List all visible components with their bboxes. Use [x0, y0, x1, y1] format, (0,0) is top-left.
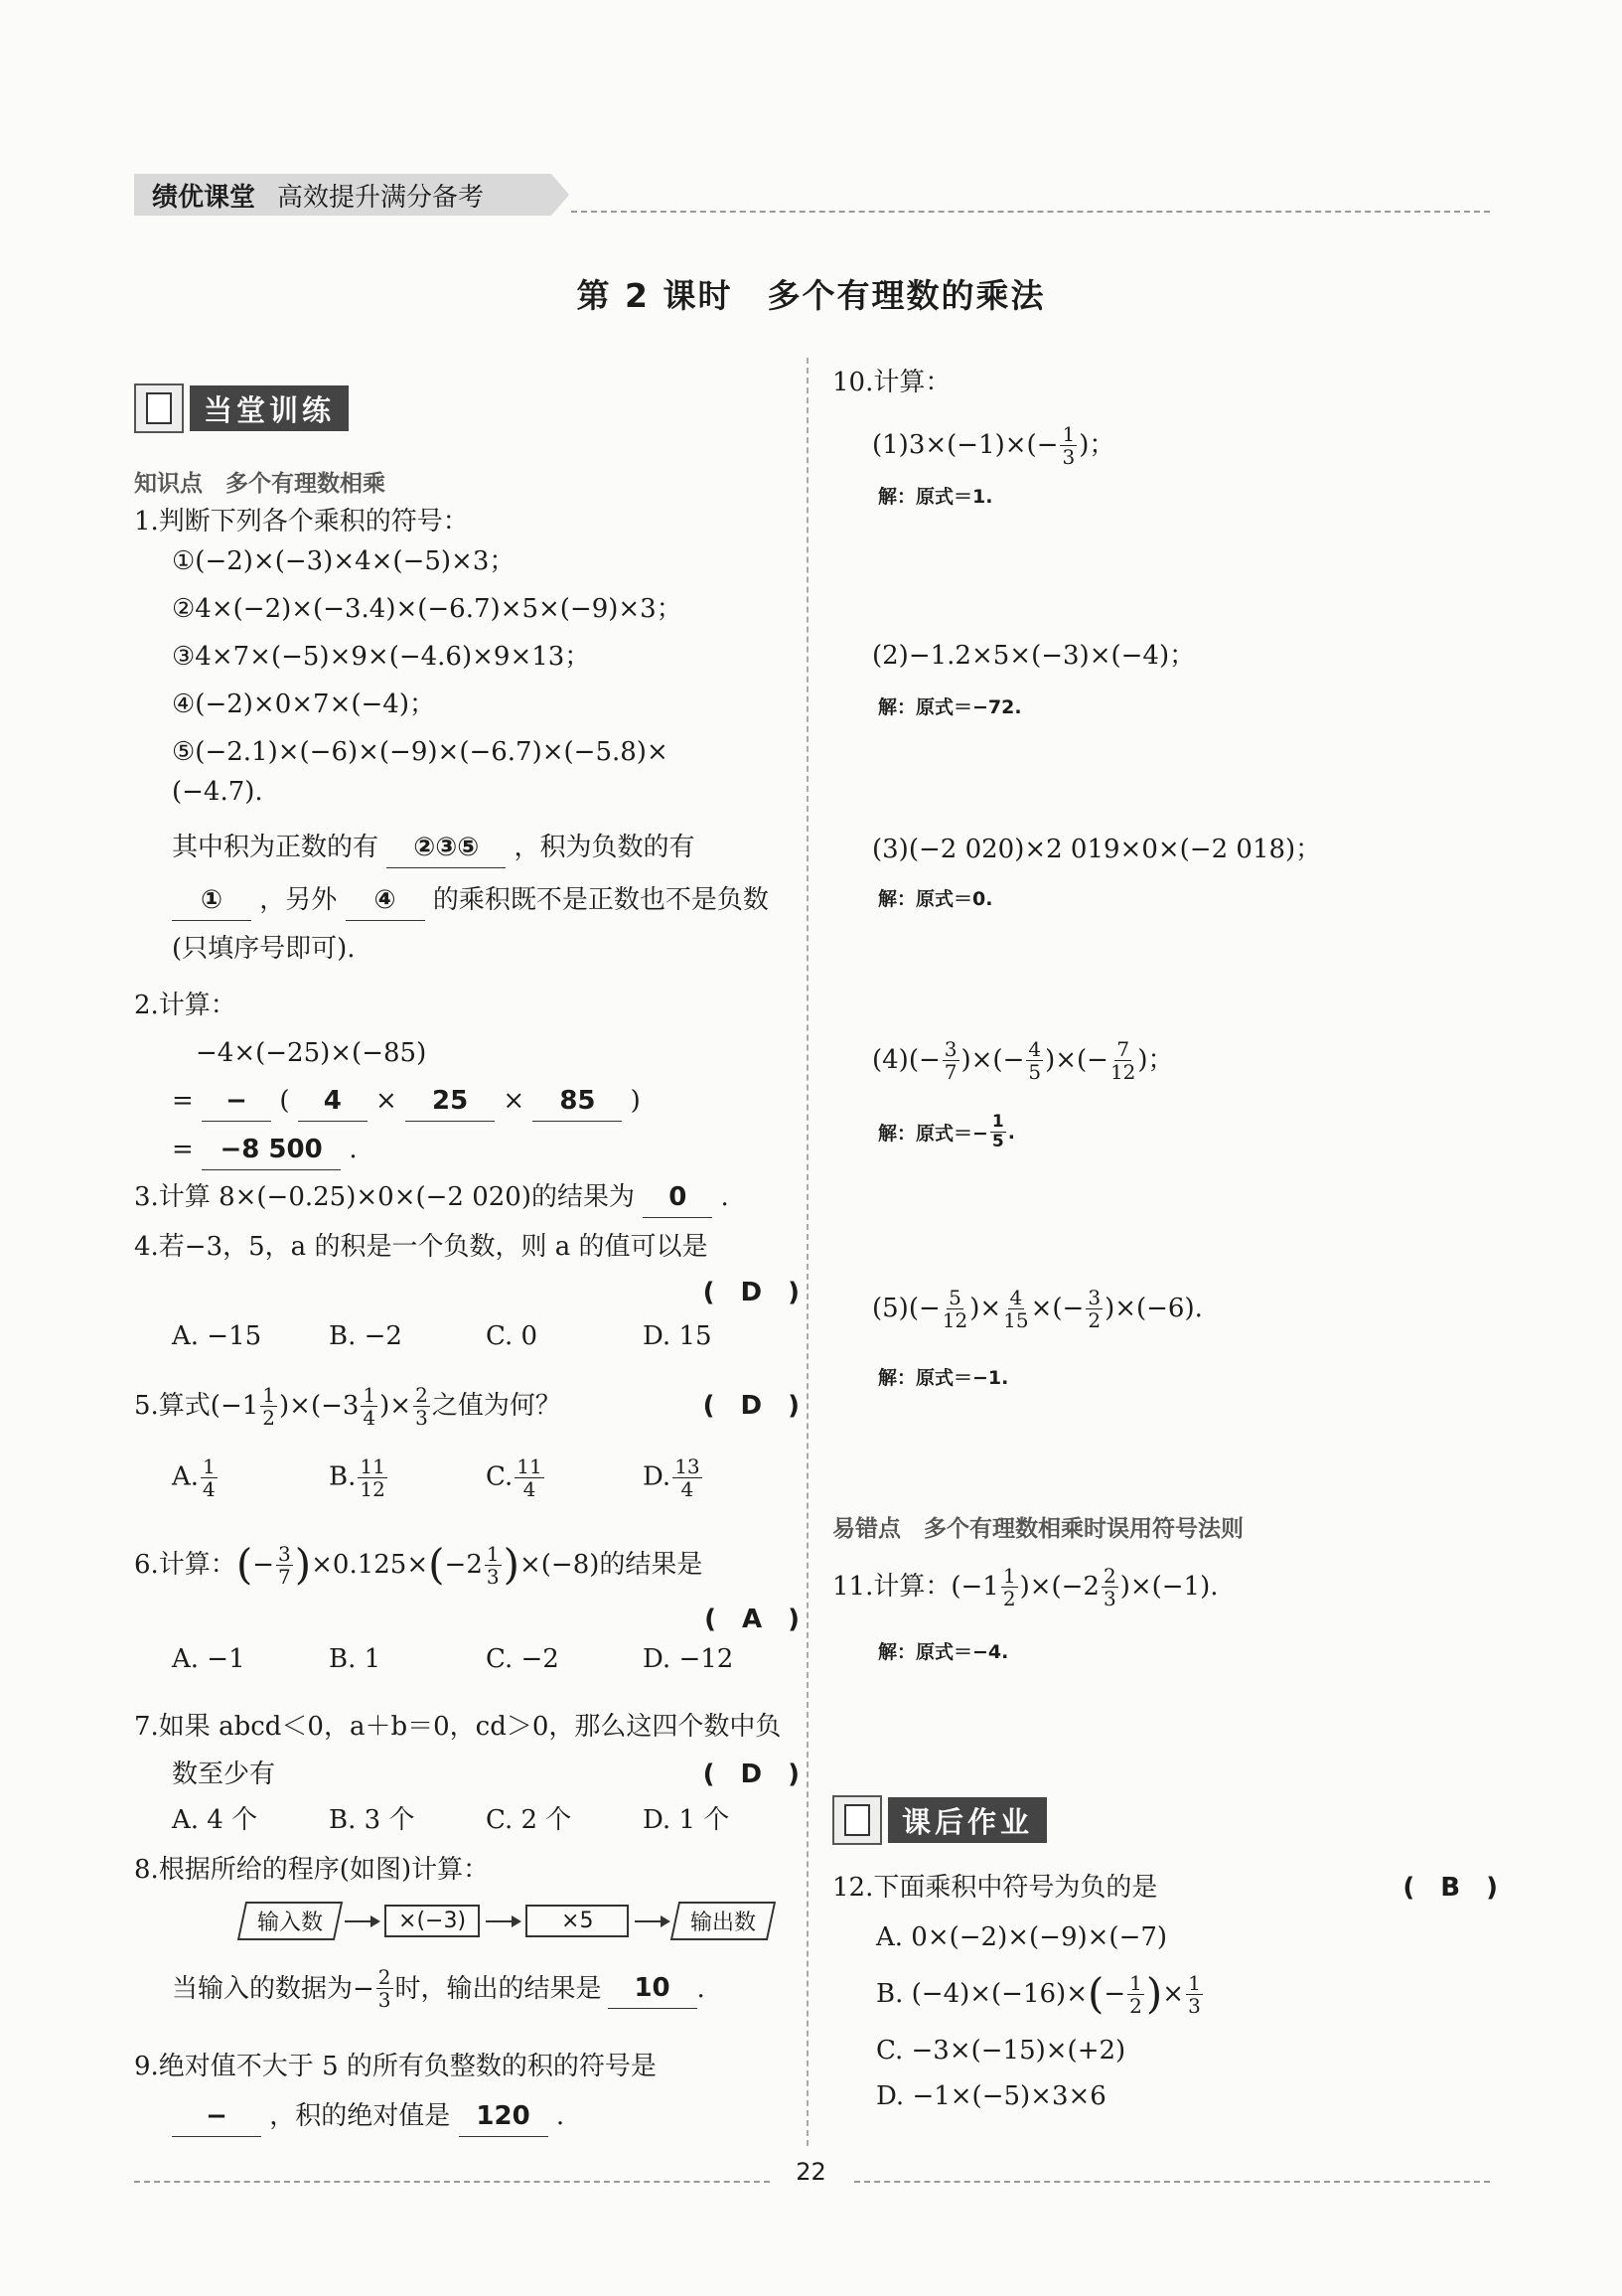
q4-answer: D [740, 1278, 763, 1307]
q4-text: 4.若−3，5，a 的积是一个负数，则 a 的值可以是 [134, 1232, 708, 1262]
q6-option: C. −2 [486, 1644, 559, 1674]
q2-paren: ) [630, 1086, 641, 1116]
q3-answer: 0 [643, 1177, 712, 1218]
q6-text: ×(−8)的结果是 [518, 1550, 703, 1580]
q1-item: ③4×7×(−5)×9×(−4.6)×9×13； [172, 642, 591, 672]
fraction: $\frac{2}{3}$ [415, 1382, 428, 1430]
column-divider [807, 358, 809, 2146]
arrow-icon [486, 1920, 519, 1922]
page-title: 第 2 课时 多个有理数的乘法 [576, 276, 1046, 315]
q9-end: . [555, 2101, 565, 2131]
q5-text: 之值为何？ [431, 1391, 561, 1421]
q2-times: × [503, 1086, 525, 1116]
q5-text: )× [379, 1391, 412, 1421]
header-arrow [551, 174, 569, 216]
q12-option: A. 0×(−2)×(−9)×(−7) [876, 1922, 1168, 1952]
q1-item: ①(−2)×(−3)×4×(−5)×3； [172, 546, 516, 576]
question-3 [134, 1177, 729, 1218]
q1-text: 其中积为正数的有 [172, 833, 379, 862]
q5-option: A. $\frac{1}{4}$ [172, 1454, 216, 1501]
q2-blank: 85 [532, 1081, 622, 1122]
q6-answer: A [741, 1605, 763, 1634]
q12-option: C. −3×(−15)×(+2) [876, 2036, 1126, 2066]
q12-answer: B [1440, 1873, 1461, 1903]
q8-text: 时，输出的结果是 [394, 1973, 602, 2004]
fraction: $\frac{1}{3}$ [486, 1541, 500, 1589]
question-4: 4.若−3，5，a 的积是一个负数，则 a 的值可以是 ( D ) A. −15 B. −2 C. 0 D. 15 [134, 1227, 800, 1356]
flow-output: 输出数 [670, 1902, 776, 1940]
q5-text: )×(−3 [279, 1391, 360, 1421]
knowledge-point: 知识点 多个有理数相乘 [134, 471, 385, 497]
error-point: 易错点 多个有理数相乘时误用符号法则 [832, 1516, 1244, 1542]
fraction: $\frac{3}{7}$ [278, 1541, 291, 1589]
q10-solution: 解：原式＝−1. [878, 1367, 1009, 1389]
fraction: $\frac{4}{5}$ [1028, 1036, 1042, 1084]
notebook-icon [832, 1795, 882, 1845]
q1-item: ②4×(−2)×(−3.4)×(−6.7)×5×(−9)×3； [172, 594, 682, 624]
question-8 [134, 1850, 800, 2011]
q8-answer: 10 [608, 1968, 697, 2009]
q10-expr: )； [1079, 430, 1115, 460]
q7-option: B. 3 个 [329, 1805, 415, 1835]
q12-stem: 12.下面乘积中符号为负的是 [832, 1873, 1158, 1903]
q8-text: 当输入的数据为− [172, 1973, 374, 2004]
q2-result: −8 500 [202, 1130, 341, 1170]
q11-solution: 解：原式＝−4. [878, 1641, 1009, 1663]
q4-option: D. 15 [643, 1321, 712, 1351]
q10-solution: 解：原式＝1. [878, 486, 993, 508]
q10-solution: 解：原式＝− $\frac{1}{5}$ . [878, 1112, 1015, 1151]
q10-expr: (1)3×(−1)×(− [872, 430, 1059, 460]
header-banner [134, 174, 551, 216]
question-11: 11.计算：(−1 $\frac{1}{2}$ )×(−2 $\frac{2}{3}$ )×(−1). [832, 1563, 1219, 1610]
q7-option: D. 1 个 [643, 1805, 730, 1835]
q6-option: B. 1 [329, 1644, 381, 1674]
q1-answer-positive: ②③⑤ [386, 828, 506, 868]
q2-eq: = [172, 1086, 194, 1116]
q1-stem: 1.判断下列各个乘积的符号： [134, 507, 469, 536]
q1-item: (−4.7). [172, 777, 263, 807]
header-right: 高效提升满分备考 [277, 182, 485, 213]
notebook-icon [134, 383, 184, 433]
header-divider [571, 211, 1490, 213]
question-5: 5.算式(−1 $\frac{1}{2}$ )×(−3 $\frac{1}{4}$ )× $\frac{2}{3}$ 之值为何？ ( D ) A. $\frac{1}{4}$ B. $\frac{11}{12}$ C. $\frac{11}{4}$ D. $\frac{13}{4}$ [134, 1382, 800, 1501]
q10-part5: (5)(− $\frac{5}{12}$ )× $\frac{4}{15}$ ×(− $\frac{3}{2}$ )×(−6). [872, 1285, 1203, 1332]
q5-answer: D [740, 1391, 763, 1421]
q6-option: A. −1 [172, 1644, 245, 1674]
q1-item: ④(−2)×0×7×(−4)； [172, 689, 435, 719]
question-2 [134, 986, 800, 1170]
q7-text: 7.如果 abcd＜0，a＋b＝0，cd＞0，那么这四个数中负 [134, 1712, 782, 1742]
fraction: $\frac{1}{2}$ [262, 1382, 276, 1430]
q10-expr: (3)(−2 020)×2 019×0×(−2 018)； [872, 835, 1322, 864]
q4-option: A. −15 [172, 1321, 262, 1351]
q5-option: B. $\frac{11}{12}$ [329, 1454, 385, 1501]
flow-input: 输入数 [237, 1902, 343, 1940]
q2-sign: − [202, 1081, 271, 1122]
q4-option: B. −2 [329, 1321, 402, 1351]
q8-stem: 8.根据所给的程序(如图)计算： [134, 1855, 490, 1885]
section-label: 课后作业 [888, 1797, 1047, 1843]
fraction: $\frac{3}{2}$ [1088, 1285, 1102, 1332]
q8-end: . [696, 1973, 705, 2004]
flow-step: ×5 [525, 1905, 629, 1937]
question-6: 6.计算： ( − $\frac{3}{7}$ ) ×0.125× ( −2 $\frac{1}{3}$ ) ×(−8)的结果是 ( A ) A. −1 B. 1 C. −2 D. −12 [134, 1538, 800, 1679]
question-10 [832, 363, 1498, 509]
q2-end: . [349, 1135, 358, 1164]
q10-solution: 解：原式＝0. [878, 888, 993, 910]
q2-paren: ( [279, 1086, 290, 1116]
fraction: $\frac{7}{12}$ [1109, 1036, 1136, 1084]
section-homework [832, 1794, 1047, 1846]
q9-answer-sign: − [172, 2096, 261, 2137]
q6-text: ×0.125× [311, 1550, 429, 1580]
flow-step: ×(−3) [384, 1905, 480, 1937]
q12-option: D. −1×(−5)×3×6 [876, 2081, 1106, 2111]
q7-option: C. 2 个 [486, 1805, 572, 1835]
q3-end: . [720, 1182, 729, 1212]
fraction: $\frac{1}{2}$ [1002, 1563, 1016, 1610]
q7-option: A. 4 个 [172, 1805, 258, 1835]
q6-option: D. −12 [643, 1644, 734, 1674]
q1-answer-negative: ① [172, 880, 251, 921]
q4-option: C. 0 [486, 1321, 538, 1351]
q9-answer-abs: 120 [459, 2096, 548, 2137]
fraction: $\frac{1}{4}$ [363, 1382, 376, 1430]
fraction: $\frac{2}{3}$ [1103, 1563, 1116, 1610]
q2-stem: 2.计算： [134, 991, 236, 1020]
fraction: $\frac{5}{12}$ [942, 1285, 968, 1332]
q1-text: ，积为负数的有 [514, 833, 695, 862]
q2-blank: 4 [298, 1081, 368, 1122]
section-label: 当堂训练 [190, 385, 349, 431]
fraction: $\frac{4}{15}$ [1003, 1285, 1029, 1332]
question-12: 12.下面乘积中符号为负的是 ( B ) A. 0×(−2)×(−9)×(−7) B. (−4)×(−16)× ( − $\frac{1}{2}$ ) × $\frac{1}{3}$ C. −3×(−15)×(+2) D. −1×(−5)×3×6 [832, 1868, 1498, 2116]
q10-part4: (4)(− $\frac{3}{7}$ )×(− $\frac{4}{5}$ )×(− $\frac{7}{12}$ )； [872, 1036, 1174, 1084]
q1-text: 的乘积既不是正数也不是负数 [432, 885, 769, 915]
question-7: 7.如果 abcd＜0，a＋b＝0，cd＞0，那么这四个数中负 数至少有 ( D ) A. 4 个 B. 3 个 C. 2 个 D. 1 个 [134, 1707, 800, 1840]
q1-note: (只填序号即可). [172, 934, 356, 964]
q10-stem: 10.计算： [832, 368, 952, 397]
q10-solution: 解：原式＝−72. [878, 696, 1022, 718]
header-left: 绩优课堂 [152, 182, 256, 213]
question-9 [134, 2047, 800, 2137]
q1-item: ⑤(−2.1)×(−6)×(−9)×(−6.7)×(−5.8)× [172, 737, 668, 767]
fraction: $\frac{1}{3}$ [1062, 421, 1076, 469]
page-number: 22 [796, 2158, 826, 2186]
flowchart [134, 1902, 800, 1940]
q6-text: 6.计算： [134, 1550, 236, 1580]
q5-option: D. $\frac{13}{4}$ [643, 1454, 700, 1501]
q3-text: 3.计算 8×(−0.25)×0×(−2 020)的结果为 [134, 1182, 635, 1212]
q12-option: B. (−4)×(−16)× ( − $\frac{1}{2}$ ) × $\frac{1}{3}$ [876, 1969, 1201, 2018]
q9-text: ，积的绝对值是 [269, 2101, 451, 2131]
q1-text: ，另外 [259, 885, 338, 915]
fraction: $\frac{1}{3}$ [1188, 1970, 1201, 2018]
q2-eq: = [172, 1135, 194, 1164]
fraction: $\frac{1}{2}$ [1129, 1970, 1142, 2018]
q7-text: 数至少有 [172, 1760, 276, 1789]
q2-expr: −4×(−25)×(−85) [196, 1038, 427, 1068]
arrow-icon [635, 1920, 668, 1922]
question-1 [134, 502, 800, 969]
arrow-icon [345, 1920, 378, 1922]
section-in-class [134, 383, 349, 434]
q5-text: 5.算式(−1 [134, 1391, 259, 1421]
q2-blank: 25 [405, 1081, 495, 1122]
q7-answer: D [740, 1760, 763, 1789]
fraction: $\frac{3}{7}$ [944, 1036, 958, 1084]
q5-option: C. $\frac{11}{4}$ [486, 1454, 542, 1501]
q9-text: 9.绝对值不大于 5 的所有负整数的积的符号是 [134, 2052, 657, 2081]
fraction: $\frac{2}{3}$ [377, 1965, 391, 2012]
q2-times: × [375, 1086, 397, 1116]
q10-expr: (2)−1.2×5×(−3)×(−4)； [872, 641, 1196, 671]
q1-answer-zero: ④ [346, 880, 425, 921]
